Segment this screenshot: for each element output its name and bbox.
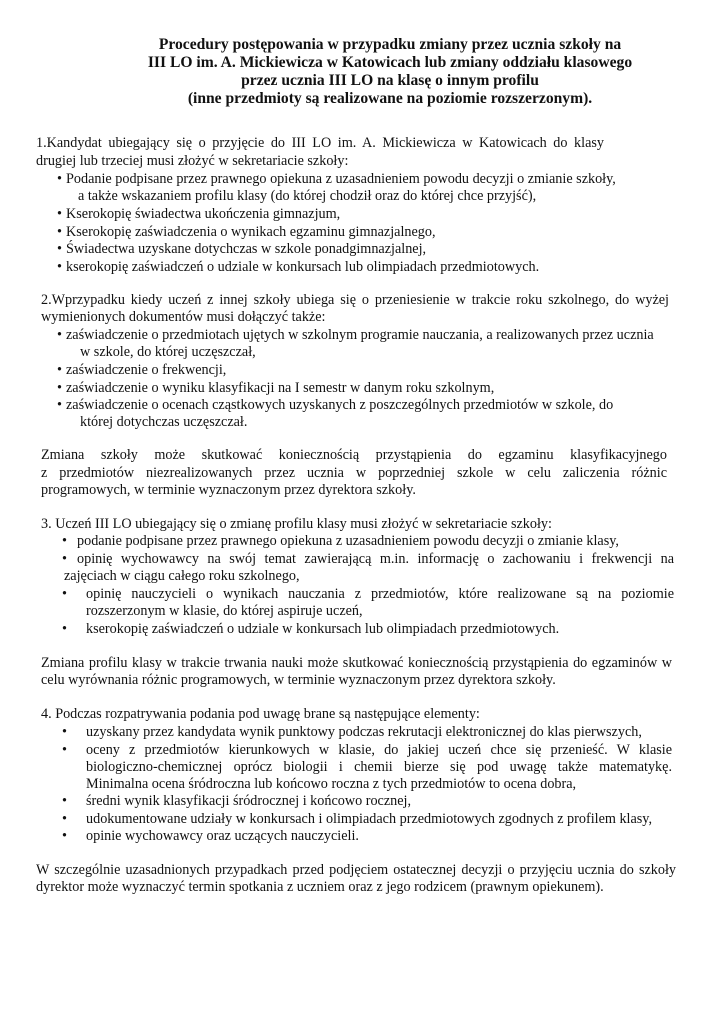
s1-item-5: kserokopię zaświadczeń o udziale w konkursach lub olimpiadach przedmiotowych. bbox=[66, 259, 540, 275]
s4-item-2-line-2: biologiczno-chemicznej oprócz biologii i chemii bierze się pod uwagę także matematykę. bbox=[86, 759, 672, 775]
s4-item-2-line-1: oceny z przedmiotów kierunkowych w klasie, do jakiej uczeń chce się przenieść. W klasie bbox=[86, 742, 672, 758]
s3-item-3-line-1: opinię nauczycieli o wynikach nauczania z przedmiotów, które realizowane są na poziomie bbox=[86, 586, 674, 602]
document-title bbox=[60, 36, 720, 108]
s3-note-line-1: Zmiana profilu klasy w trakcie trwania nauki może skutkować koniecznością przystąpienia do egzaminów w bbox=[41, 655, 672, 671]
s3-note-line-2: celu wyrównania różnic programowych, w terminie wyznaczonym przez dyrektora szkoły. bbox=[41, 672, 556, 688]
s1-item-1-line-1: Podanie podpisane przez prawnego opiekuna z uzasadnieniem powodu decyzji o zmianie szkoły, bbox=[66, 171, 616, 187]
s1-intro-line-2: drugiej lub trzeciej musi złożyć w sekretariacie szkoły: bbox=[36, 153, 349, 169]
bullet-icon: • bbox=[57, 171, 62, 187]
s2-item-2: zaświadczenie o frekwencji, bbox=[66, 362, 227, 378]
s2-item-4-line-1: zaświadczenie o ocenach cząstkowych uzyskanych z poszczególnych przedmiotów w szkole, do bbox=[66, 397, 614, 413]
s2-item-1-line-2: w szkole, do której uczęszczał, bbox=[80, 344, 256, 360]
bullet-icon: • bbox=[62, 828, 67, 844]
s3-item-1: podanie podpisane przez prawnego opiekuna z uzasadnieniem powodu decyzji o zmianie klasy, bbox=[77, 533, 619, 549]
s1-intro-line-1: 1.Kandydat ubiegający się o przyjęcie do III LO im. A. Mickiewicza w Katowicach do klasy bbox=[36, 135, 604, 151]
bullet-icon: • bbox=[62, 793, 67, 809]
bullet-icon: • bbox=[57, 206, 62, 222]
s3-intro: 3. Uczeń III LO ubiegający się o zmianę profilu klasy musi złożyć w sekretariacie szkoły: bbox=[41, 516, 552, 532]
s1-item-4: Świadectwa uzyskane dotychczas w szkole ponadgimnazjalnej, bbox=[66, 241, 427, 257]
s4-item-2-line-3: Minimalna ocena śródroczna lub końcowo roczna z tych przedmiotów to ocena dobra, bbox=[86, 776, 577, 792]
s1-item-2: Kserokopię świadectwa ukończenia gimnazjum, bbox=[66, 206, 341, 222]
s2-note-line-2: z przedmiotów niezrealizowanych przez ucznia w poprzedniej szkole w celu zaliczenia różnic bbox=[41, 465, 667, 481]
s3-item-3-line-2: rozszerzonym w klasie, do której aspiruje uczeń, bbox=[86, 603, 363, 619]
s2-note-line-3: programowych, w terminie wyznaczonym przez dyrektora szkoły. bbox=[41, 482, 416, 498]
closing-line-2: dyrektor może wyznaczyć termin spotkania z uczniem oraz z jego rodzicem (prawnym opiekunem). bbox=[36, 879, 604, 895]
title-line-4: (inne przedmioty są realizowane na poziomie rozszerzonym). bbox=[187, 90, 593, 107]
s3-item-2-line-1: opinię wychowawcy na swój temat zawierającą m.in. informację o zachowaniu i frekwencji na bbox=[77, 551, 674, 567]
title-line-3: przez ucznia III LO na klasę o innym profilu bbox=[241, 72, 539, 89]
s1-item-1-line-2: a także wskazaniem profilu klasy (do której chodził oraz do której chce przyjść), bbox=[78, 188, 537, 204]
bullet-icon: • bbox=[62, 621, 67, 637]
s3-item-4: kserokopię zaświadczeń o udziale w konkursach lub olimpiadach przedmiotowych. bbox=[86, 621, 560, 637]
bullet-icon: • bbox=[62, 724, 67, 740]
bullet-icon: • bbox=[57, 259, 62, 275]
s2-intro-line-2: wymienionych dokumentów musi dołączyć także: bbox=[41, 309, 326, 325]
s4-item-4: udokumentowane udziały w konkursach i olimpiadach przedmiotowych zgodnych z profilem klasy, bbox=[86, 811, 653, 827]
s2-item-1-line-1: zaświadczenie o przedmiotach ujętych w szkolnym programie nauczania, a realizowanych przez ucznia bbox=[66, 327, 654, 343]
title-line-2: III LO im. A. Mickiewicza w Katowicach lub zmiany oddziału klasowego bbox=[147, 54, 633, 71]
bullet-icon: • bbox=[62, 533, 67, 549]
s4-item-3: średni wynik klasyfikacji śródrocznej i końcowo rocznej, bbox=[86, 793, 412, 809]
s3-item-2-line-2: zajęciach w ciągu całego roku szkolnego, bbox=[64, 568, 300, 584]
s4-item-1: uzyskany przez kandydata wynik punktowy podczas rekrutacji elektronicznej do klas pierwszych, bbox=[86, 724, 642, 740]
bullet-icon: • bbox=[62, 551, 67, 567]
s4-intro: 4. Podczas rozpatrywania podania pod uwagę brane są następujące elementy: bbox=[41, 706, 480, 722]
bullet-icon: • bbox=[57, 362, 62, 378]
s2-item-3: zaświadczenie o wyniku klasyfikacji na I semestr w danym roku szkolnym, bbox=[66, 380, 495, 396]
s2-note-line-1: Zmiana szkoły może skutkować koniecznością przystąpienia do egzaminu klasyfikacyjnego bbox=[41, 447, 667, 463]
bullet-icon: • bbox=[57, 224, 62, 240]
s2-intro-line-1: 2.Wprzypadku kiedy uczeń z innej szkoły ubiega się o przeniesienie w trakcie roku szkolnego, do wyżej bbox=[41, 292, 669, 308]
bullet-icon: • bbox=[62, 811, 67, 827]
s4-item-5: opinie wychowawcy oraz uczących nauczycieli. bbox=[86, 828, 359, 844]
title-line-1: Procedury postępowania w przypadku zmiany przez ucznia szkoły na bbox=[158, 36, 622, 53]
bullet-icon: • bbox=[57, 241, 62, 257]
bullet-icon: • bbox=[62, 586, 67, 602]
s2-item-4-line-2: której dotychczas uczęszczał. bbox=[80, 414, 248, 430]
bullet-icon: • bbox=[57, 327, 62, 343]
bullet-icon: • bbox=[62, 742, 67, 758]
s1-item-3: Kserokopię zaświadczenia o wynikach egzaminu gimnazjalnego, bbox=[66, 224, 436, 240]
closing-line-1: W szczególnie uzasadnionych przypadkach przed podjęciem ostatecznej decyzji o przyjęciu ucznia do szkoły bbox=[36, 862, 676, 878]
bullet-icon: • bbox=[57, 397, 62, 413]
bullet-icon: • bbox=[57, 380, 62, 396]
